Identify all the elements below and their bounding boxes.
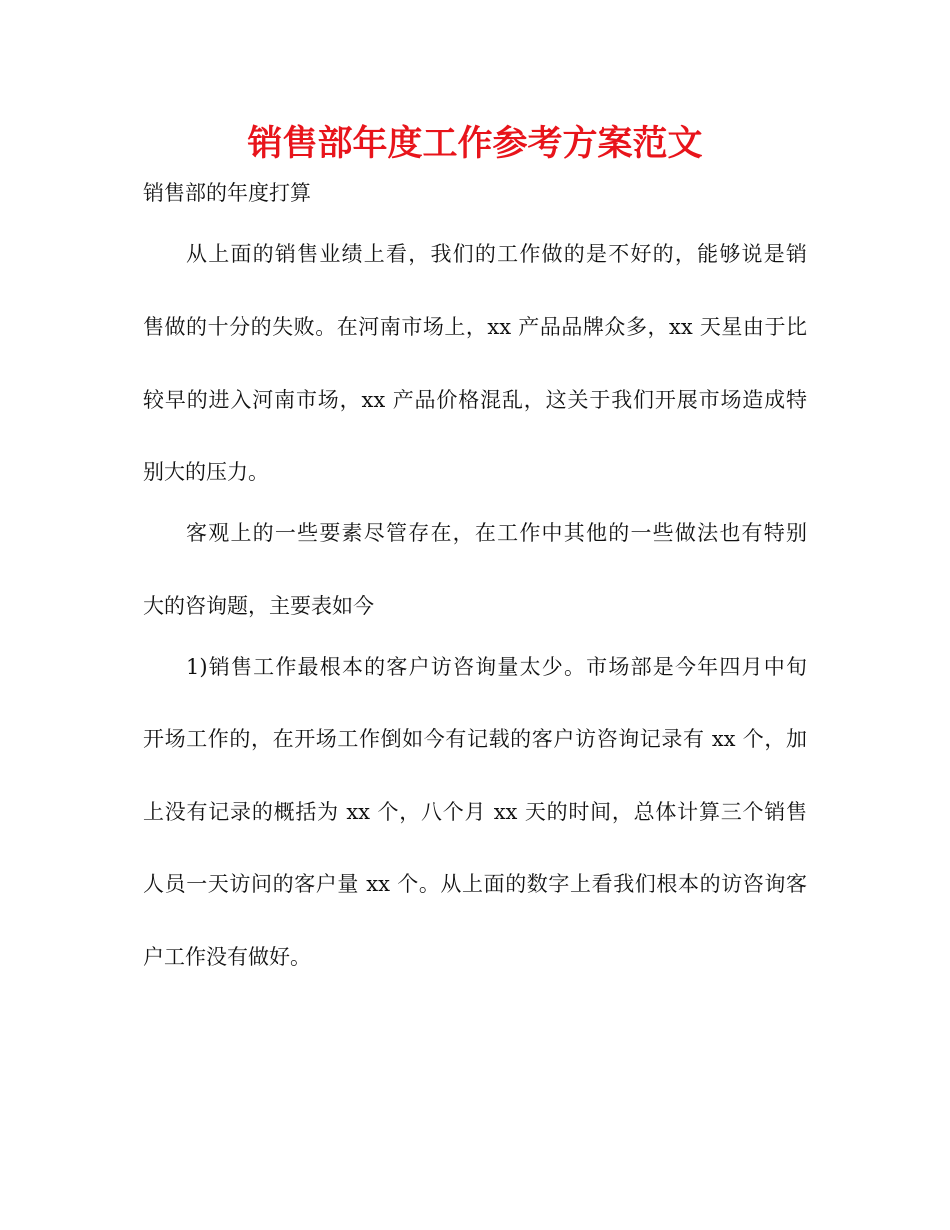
paragraph-line: 人员一天访问的客户量 xx 个。从上面的数字上看我们根本的访咨询客 xyxy=(143,872,807,896)
paragraph-line: 从上面的销售业绩上看，我们的工作做的是不好的，能够说是销 xyxy=(186,242,807,266)
paragraph-line: 较早的进入河南市场，xx 产品价格混乱，这关于我们开展市场造成特 xyxy=(143,388,807,412)
paragraph-line: 户工作没有做好。 xyxy=(143,945,311,969)
paragraph-line: 上没有记录的概括为 xx 个，八个月 xx 天的时间，总体计算三个销售 xyxy=(143,800,807,824)
document-title: 销售部年度工作参考方案范文 xyxy=(247,124,703,164)
paragraph-line: 别大的压力。 xyxy=(143,460,269,484)
paragraph-line: 开场工作的，在开场工作倒如今有记载的客户访咨询记录有 xx 个，加 xyxy=(143,727,807,751)
section-heading: 销售部的年度打算 xyxy=(143,181,311,205)
paragraph-line: 大的咨询题，主要表如今 xyxy=(143,594,374,618)
paragraph-line: 客观上的一些要素尽管存在，在工作中其他的一些做法也有特别 xyxy=(186,521,807,545)
paragraph-line: 1)销售工作最根本的客户访咨询量太少。市场部是今年四月中旬 xyxy=(186,655,807,679)
paragraph-line: 售做的十分的失败。在河南市场上，xx 产品品牌众多，xx 天星由于比 xyxy=(143,315,807,339)
